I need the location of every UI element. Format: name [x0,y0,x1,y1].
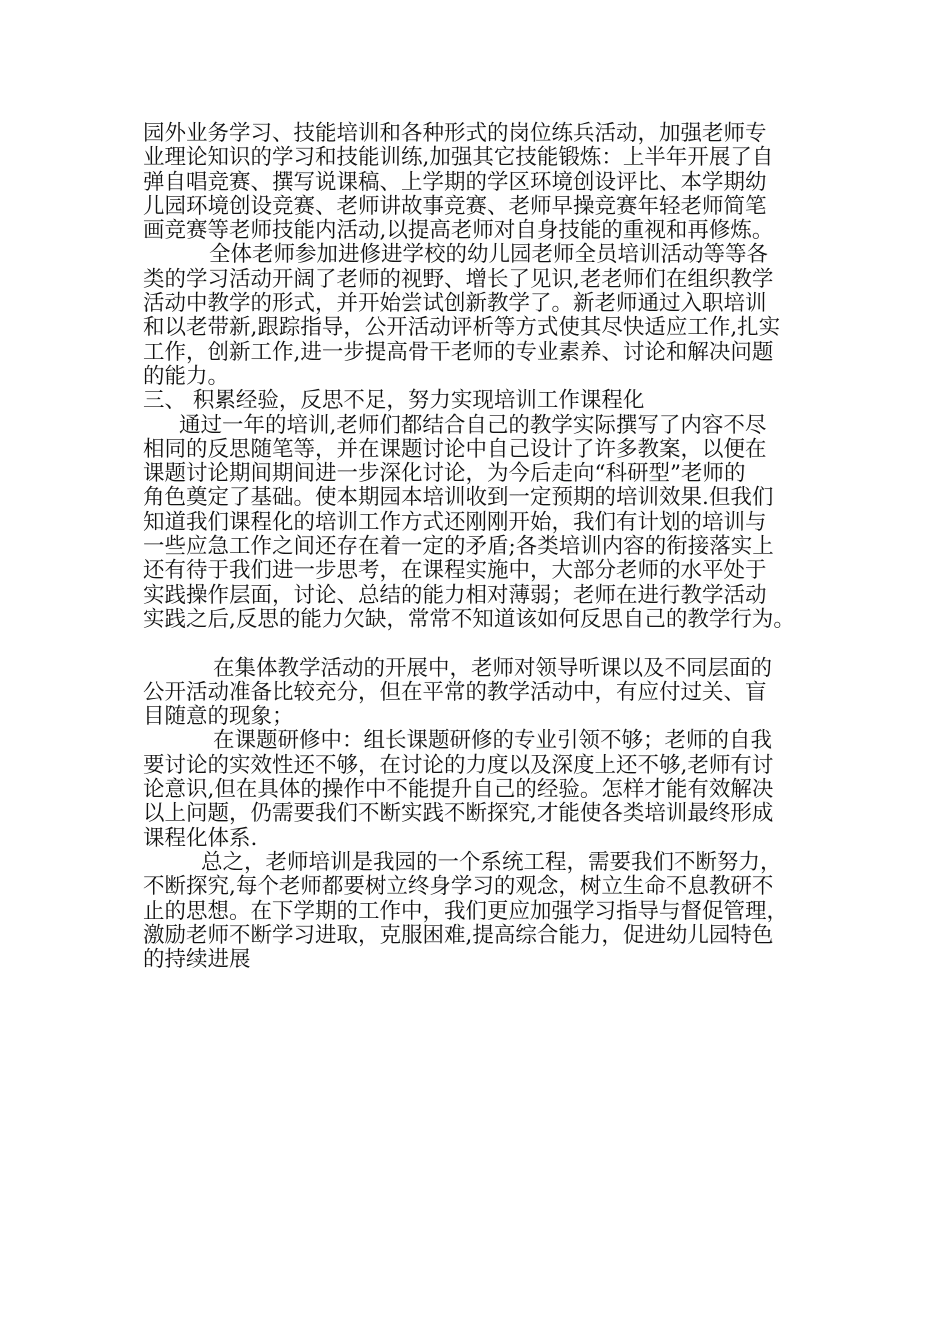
text-line: 实践之后,反思的能力欠缺，常常不知道该如何反思自己的教学行为。 [143,606,795,632]
text-line: 儿园环境创设竞赛、老师讲故事竞赛、老师早操竞赛年轻老师简笔 [143,193,767,219]
paragraph-summary [143,851,833,972]
text-line: 画竞赛等老师技能内活动,以提高老师对自身技能的重视和再修炼。 [143,218,774,244]
text-line: 课程化体系. [143,825,258,851]
text-line: 角色奠定了基础。使本期园本培训收到一定预期的培训效果.但我们 [143,485,774,511]
paragraph-spacer [143,632,833,656]
text-line: 一些应急工作之间还存在着一定的矛盾;各类培训内容的衔接落实上 [143,534,774,560]
text-line: 相同的反思随笔等，并在课题讨论中自己设计了许多教案，以便在 [143,436,767,462]
paragraph-reflection [143,414,833,633]
text-line: 通过一年的培训,老师们都结合自己的教学实际撰写了内容不尽 [179,412,767,438]
text-line: 活动中教学的形式，并开始尝试创新教学了。新老师通过入职培训 [143,291,767,317]
document-body [143,122,833,972]
text-line: 总之，老师培训是我园的一个系统工程，需要我们不断努力， [201,849,782,875]
text-line: 弹自唱竞赛、撰写说课稿、上学期的学区环境创设评比、本学期幼 [143,169,767,195]
text-line: 园外业务学习、技能培训和各种形式的岗位练兵活动，加强老师专 [143,121,767,146]
text-line: 还有待于我们进一步思考，在课程实施中，大部分老师的水平处于 [143,558,767,584]
section-heading-3: 三、 积累经验，反思不足，努力实现培训工作课程化 [143,388,645,414]
text-line: 知道我们课程化的培训工作方式还刚刚开始，我们有计划的培训与 [143,509,767,535]
text-line: 不断探究,每个老师都要树立终身学习的观念，树立生命不息教研不 [143,874,774,900]
text-line: 业理论知识的学习和技能训练,加强其它技能锻炼：上半年开展了自 [143,145,774,171]
text-line: 激励老师不断学习进取，克服困难,提高综合能力，促进幼儿园特色 [143,922,774,948]
text-line: 在集体教学活动的开展中，老师对领导听课以及不同层面的 [213,655,773,681]
text-line: 的持续进展 [143,947,251,973]
text-line: 公开活动准备比较充分，但在平常的教学活动中，有应付过关、盲 [143,679,767,705]
text-line: 要讨论的实效性还不够，在讨论的力度以及深度上还不够,老师有讨 [143,752,774,778]
paragraph-skills-training [143,122,833,243]
text-line: 在课题研修中：组长课题研修的专业引领不够；老师的自我 [213,728,773,754]
text-line: 目随意的现象； [143,704,294,730]
paragraph-research-study [143,729,833,850]
text-line: 实践操作层面，讨论、总结的能力相对薄弱；老师在进行教学活动 [143,582,767,608]
text-line: 止的思想。在下学期的工作中，我们更应加强学习指导与督促管理， [143,898,789,924]
text-line: 论意识,但在具体的操作中不能提升自己的经验。怎样才能有效解决 [143,777,774,803]
text-line: 工作，创新工作,进一步提高骨干老师的专业素养、讨论和解决问题 [143,339,774,365]
text-line: 类的学习活动开阔了老师的视野、增长了见识,老老师们在组织教学 [143,266,774,292]
paragraph-collective-teaching [143,657,833,730]
text-line: 以上问题，仍需要我们不断实践不断探究,才能使各类培训最终形成 [143,801,774,827]
text-line: 课题讨论期间期间进一步深化讨论，为今后走向“科研型”老师的 [143,461,746,487]
paragraph-all-teachers-training [143,243,833,389]
text-line: 和以老带新,跟踪指导，公开活动评析等方式使其尽快适应工作,扎实 [143,315,781,341]
text-line: 的能力。 [143,363,230,389]
text-line: 全体老师参加进修进学校的幼儿园老师全员培训活动等等各 [209,242,769,268]
